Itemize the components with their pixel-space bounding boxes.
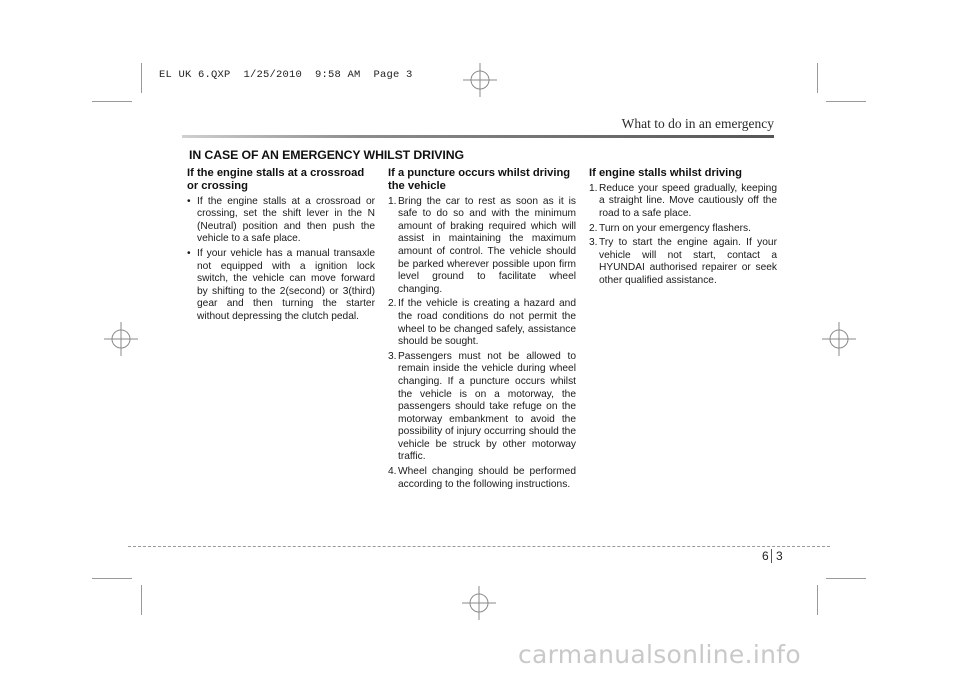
crop-mark bbox=[826, 101, 866, 102]
crop-mark bbox=[92, 101, 132, 102]
list-item-text: If the engine stalls at a crossroad or crossing, set the shift lever in the N (Neutral) position and then push the vehicle to a safe place. bbox=[197, 195, 375, 245]
list-number: 4. bbox=[388, 466, 397, 478]
column-puncture bbox=[388, 167, 576, 493]
list-number: 2. bbox=[589, 222, 598, 234]
list-item bbox=[187, 248, 375, 324]
chapter-number: 6 bbox=[762, 549, 769, 563]
subsection-heading: If a puncture occurs whilst driving the vehicle bbox=[388, 167, 571, 192]
printer-slug: EL UK 6.QXP 1/25/2010 9:58 AM Page 3 bbox=[159, 69, 413, 81]
registration-mark-icon bbox=[104, 322, 138, 356]
list-item bbox=[388, 196, 576, 297]
column-engine-stalls-driving bbox=[589, 167, 777, 290]
list-item bbox=[589, 183, 777, 221]
list-item bbox=[388, 351, 576, 464]
list-number: 3. bbox=[388, 350, 397, 362]
crop-mark bbox=[141, 585, 142, 615]
bullet-marker: • bbox=[187, 247, 191, 259]
crop-mark bbox=[817, 585, 818, 615]
watermark: carmanualsonline.info bbox=[518, 640, 801, 669]
subsection-heading: If the engine stalls at a crossroad or crossing bbox=[187, 167, 365, 192]
list-number: 3. bbox=[589, 237, 598, 249]
bullet-marker: • bbox=[187, 195, 191, 207]
list-item-text: Wheel changing should be performed according to the following instructions. bbox=[398, 466, 576, 490]
list-item bbox=[589, 237, 777, 287]
list-item-text: Reduce your speed gradually, keeping a straight line. Move cautiously off the road to a safe place. bbox=[599, 182, 777, 219]
header-rule bbox=[182, 135, 774, 138]
page-number-divider bbox=[771, 549, 772, 563]
crop-mark bbox=[141, 63, 142, 93]
crop-mark bbox=[817, 63, 818, 93]
page-number: 3 bbox=[776, 549, 783, 563]
list-number: 2. bbox=[388, 298, 397, 310]
list-item bbox=[589, 223, 777, 236]
list-number: 1. bbox=[388, 195, 397, 207]
list-item-text: Bring the car to rest as soon as it is safe to do so and with the minimum amount of braking required which will assist in maintaining the maximum amount of control. The vehicle should be parked wherever possible upon firm level ground to facilitate wheel changing. bbox=[398, 195, 576, 295]
list-item-text: Passengers must not be allowed to remain inside the vehicle during wheel changing. If a puncture occurs whilst the vehicle is on a motorway, the passengers should take refuge on the motorway embankment to avoid the possibility of injury occurring should the vehicle be struck by other motorway traffic. bbox=[398, 350, 576, 463]
registration-mark-icon bbox=[822, 322, 856, 356]
numbered-list bbox=[388, 196, 576, 492]
numbered-list bbox=[589, 183, 777, 288]
registration-mark-icon bbox=[462, 586, 496, 620]
list-number: 1. bbox=[589, 182, 598, 194]
crop-mark bbox=[92, 578, 132, 579]
crop-mark bbox=[826, 578, 866, 579]
list-item-text: Try to start the engine again. If your vehicle will not start, contact a HYUNDAI authorised repairer or seek other qualified assistance. bbox=[599, 237, 777, 286]
section-heading: IN CASE OF AN EMERGENCY WHILST DRIVING bbox=[189, 148, 464, 162]
registration-mark-icon bbox=[463, 63, 497, 97]
running-header-title: What to do in an emergency bbox=[621, 116, 774, 131]
list-item bbox=[388, 298, 576, 348]
list-item bbox=[388, 466, 576, 491]
bullet-list bbox=[187, 196, 375, 324]
footer-dashed-rule bbox=[128, 546, 830, 547]
list-item-text: If the vehicle is creating a hazard and the road conditions do not permit the wheel to be changed safely, assistance should be sought. bbox=[398, 298, 576, 348]
list-item-text: If your vehicle has a manual transaxle not equipped with a ignition lock switch, the vehicle can move forward by shifting to the 2(second) or 3(third) gear and then turning the starter without depressing the clutch pedal. bbox=[197, 247, 375, 322]
subsection-heading: If engine stalls whilst driving bbox=[589, 167, 742, 179]
list-item-text: Turn on your emergency flashers. bbox=[599, 222, 751, 234]
list-item bbox=[187, 196, 375, 246]
column-engine-stalls-crossroad bbox=[187, 167, 375, 326]
